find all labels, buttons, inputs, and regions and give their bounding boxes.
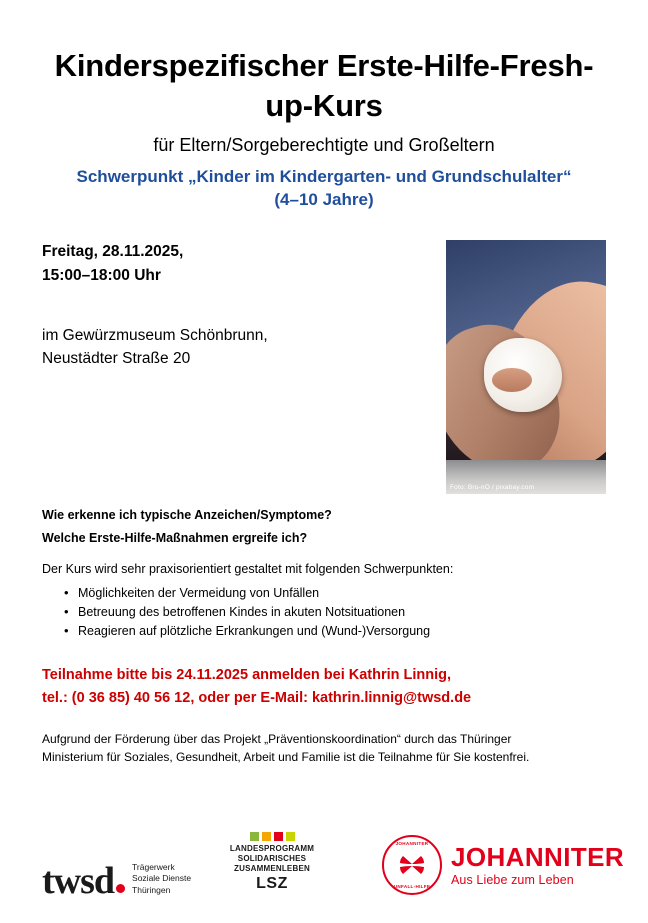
focus-age-range: (4–10 Jahre) [274,190,374,210]
emblem-top-text: JOHANNITER [395,841,429,846]
details-section [42,240,606,495]
list-item: • Reagieren auf plötzliche Erkrankungen und (Wund-)Versorgung [64,622,606,641]
lsz-text [210,844,334,874]
lsz-squares-icon [210,832,334,841]
questions-block [42,507,606,547]
course-date: Freitag, 28.11.2025, [42,243,184,261]
course-location [42,324,372,371]
question-2: Welche Erste-Hilfe-Maßnahmen ergreife ich? [42,531,308,546]
funding-note: Aufgrund der Förderung über das Projekt „Präventionskoordination“ durch das Thüringer Ministerium für Soziales, Gesundheit, Arbeit und Familie ist die Teilnahme für Sie kostenfrei. [42,732,530,765]
johanniter-logo [382,835,624,895]
johanniter-emblem-icon [382,835,442,895]
venue-name: im Gewürzmuseum Schönbrunn, [42,327,268,345]
twsd-dot-icon [116,884,125,893]
logo-bar [42,831,625,902]
venue-street: Neustädter Straße 20 [42,350,191,368]
list-item: • Betreuung des betroffenen Kindes in akuten Notsituationen [64,603,606,622]
johanniter-name: JOHANNITER [451,841,625,872]
course-photo-wrap [446,240,606,494]
question-1: Wie erkenne ich typische Anzeichen/Symptome? [42,508,332,523]
maltese-cross-icon [396,849,428,881]
twsd-logo [42,859,192,902]
page-subtitle: für Eltern/Sorgeberechtigte und Großeltern [153,135,495,156]
twsd-subtext-line-2: Soziale Dienste [132,873,192,884]
registration-block [42,664,606,710]
emblem-bottom-text: UNFALL-HILFE [393,884,431,889]
list-item: • Möglichkeiten der Vermeidung von Unfällen [64,584,606,603]
registration-line-2: tel.: (0 36 85) 40 56 12, oder per E-Mail: kathrin.linnig@twsd.de [42,689,472,706]
twsd-subtext-line-1: Trägerwerk [132,861,175,872]
lsz-abbreviation: LSZ [256,875,288,892]
page-title: Kinderspezifischer Erste-Hilfe-Fresh-up-Kurs [54,48,594,123]
twsd-subtext [132,862,191,896]
johanniter-claim: Aus Liebe zum Leben [451,872,574,887]
focus-line: Schwerpunkt „Kinder im Kindergarten- und Grundschulalter“ [76,166,572,186]
course-intro: Der Kurs wird sehr praxisorientiert gestaltet mit folgenden Schwerpunkten: [42,561,454,576]
course-photo [446,240,606,494]
twsd-wordmark [42,859,125,902]
twsd-wordmark-text: twsd [42,859,115,902]
course-datetime [42,240,372,288]
registration-line-1: Teilnahme bitte bis 24.11.2025 anmelden bei Kathrin Linnig, [42,666,452,683]
photo-credit: Foto: Bru-nO / pixabay.com [450,484,535,492]
johanniter-wordmark [451,841,625,887]
lsz-line-2: SOLIDARISCHES [237,854,307,863]
twsd-subtext-line-3: Thüringen [132,884,171,895]
lsz-line-3: ZUSAMMENLEBEN [234,864,310,873]
lsz-line-1: LANDESPROGRAMM [229,844,315,853]
lsz-logo [210,832,334,893]
course-topics-list [42,584,606,642]
course-time: 15:00–18:00 Uhr [42,267,161,285]
